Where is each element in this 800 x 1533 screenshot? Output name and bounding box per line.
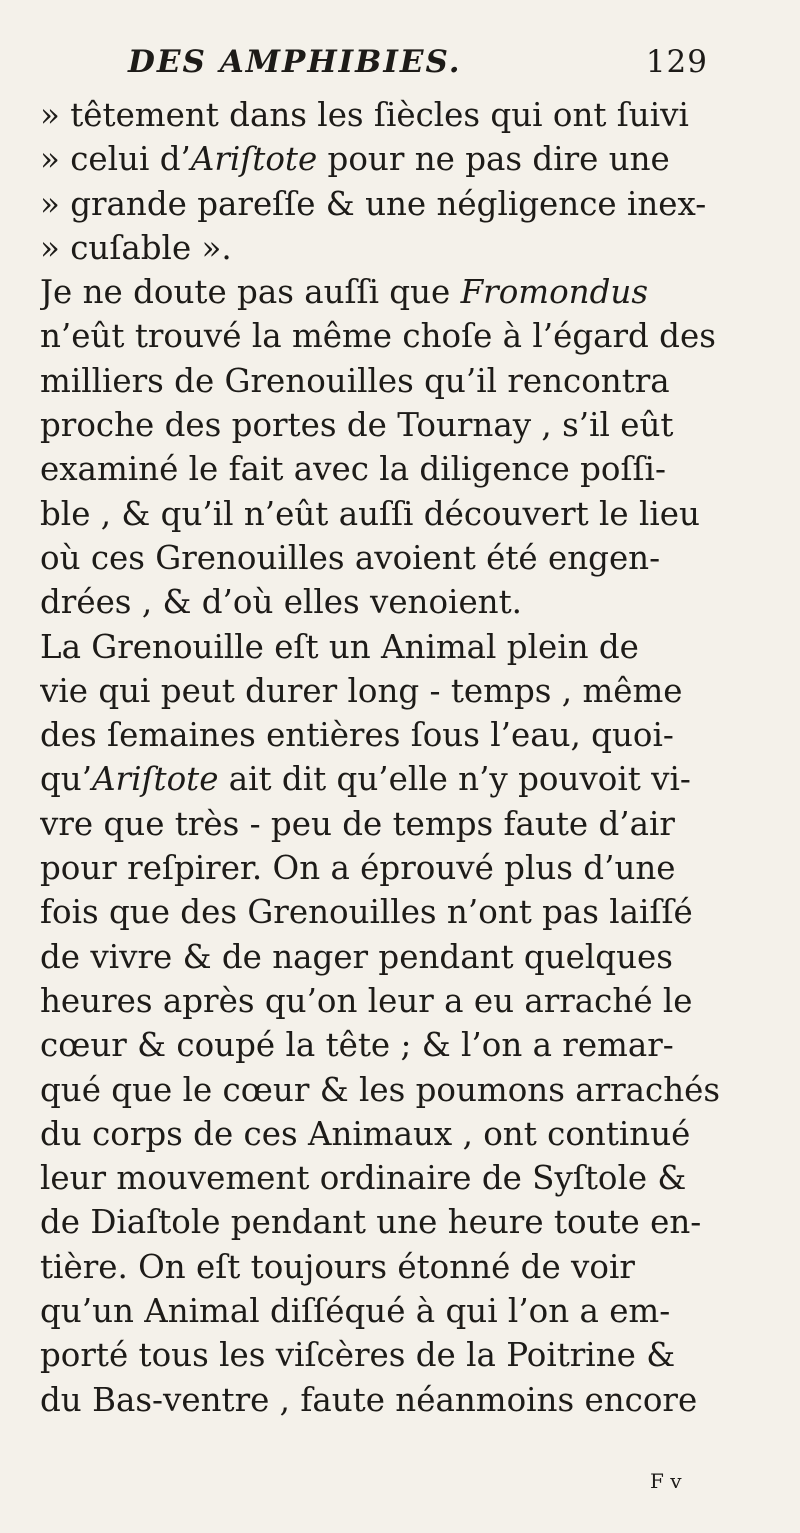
text-line [40,757,770,801]
text-line [40,802,770,846]
text-segment: de Diaſtole pendant une heure toute en- [40,1203,702,1242]
text-segment: cœur & coupé la tête ; & l’on a remar- [40,1026,674,1065]
text-line [40,979,770,1023]
text-segment: ble , & qu’il n’eût auſſi découvert le lieu [40,494,700,533]
text-segment: des ſemaines entières ſous l’eau, quoi- [40,716,674,755]
text-segment: leur mouvement ordinaire de Syſtole & [40,1159,687,1198]
text-line [40,270,770,314]
signature-mark: F v [650,1469,682,1493]
text-line [40,182,770,226]
text-segment: examiné le fait avec la diligence poſſi- [40,450,666,489]
text-segment: ait dit qu’elle n’y pouvoit vi- [218,760,691,799]
text-line [40,93,770,137]
text-segment: du Bas-ventre , faute néanmoins encore [40,1380,698,1419]
text-line [40,1068,770,1112]
text-line [40,669,770,713]
text-segment: drées , & d’où elles venoient. [40,583,523,622]
text-segment: » cuſable ». [40,228,232,267]
text-segment: Je ne doute pas auſſi que [40,273,461,312]
italic-name: Fromondus [460,273,648,312]
text-segment: fois que des Grenouilles n’ont pas laiſſé [40,893,693,932]
text-segment: porté tous les viſcères de la Poitrine & [40,1336,676,1375]
text-line [40,226,770,270]
italic-name: Ariſtote [190,140,318,179]
text-segment: pour ne pas dire une [317,140,670,179]
text-line [40,492,770,536]
italic-name: Ariſtote [92,760,219,799]
text-segment: qu’ [40,760,93,799]
text-line [40,1378,770,1422]
running-head [128,44,708,80]
text-segment: vie qui peut durer long - temps , même [40,671,683,710]
text-line [40,1112,770,1156]
text-line [40,890,770,934]
text-segment: La Grenouille eſt un Animal plein de [40,627,639,666]
text-segment: de vivre & de nager pendant quelques [40,937,673,976]
running-head-title: DES AMPHIBIES. [128,44,462,80]
text-line [40,1245,770,1289]
text-line [40,447,770,491]
text-line [40,625,770,669]
text-line [40,846,770,890]
text-segment: du corps de ces Animaux , ont continué [40,1114,691,1153]
text-line [40,580,770,624]
text-line [40,314,770,358]
text-segment: qu’un Animal diſſéqué à qui l’on a em- [40,1292,671,1331]
text-line [40,1289,770,1333]
text-segment: » grande pareſſe & une négligence inex- [40,184,707,223]
text-segment: proche des portes de Tournay , s’il eût [40,406,674,445]
text-segment: n’eût trouvé la même choſe à l’égard des [40,317,716,356]
body-text [40,93,770,1422]
text-segment: qué que le cœur & les poumons arrachés [40,1070,721,1109]
text-line [40,403,770,447]
text-segment: » têtement dans les ſiècles qui ont ſuivi [40,96,689,134]
text-line [40,536,770,580]
text-line [40,935,770,979]
text-segment: milliers de Grenouilles qu’il rencontra [40,361,670,400]
text-line [40,1333,770,1377]
text-line [40,359,770,403]
text-segment: vre que très - peu de temps faute d’air [40,804,675,843]
text-line [40,1023,770,1067]
text-line [40,713,770,757]
page-number: 129 [645,44,708,80]
text-line [40,1200,770,1244]
text-segment: où ces Grenouilles avoient été engen- [40,538,661,577]
text-line [40,1156,770,1200]
text-segment: » celui d’ [40,140,191,179]
text-segment: tière. On eſt toujours étonné de voir [40,1247,635,1286]
text-segment: pour reſpirer. On a éprouvé plus d’une [40,849,676,888]
text-line [40,137,770,181]
text-segment: heures après qu’on leur a eu arraché le [40,981,693,1020]
